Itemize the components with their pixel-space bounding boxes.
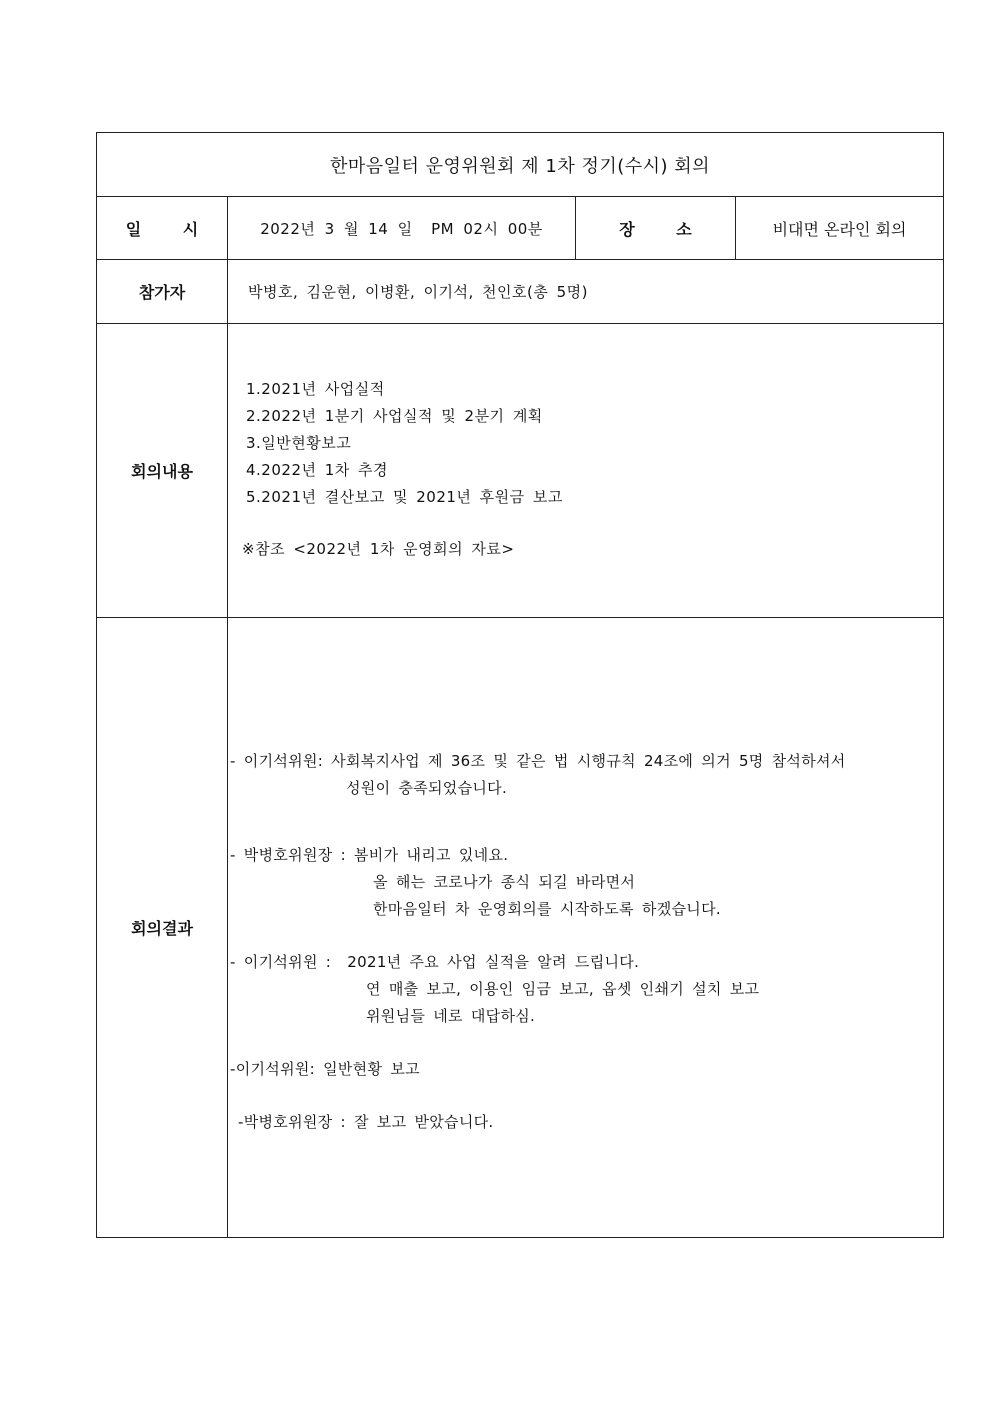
agenda-item: 4.2022년 1차 추경 bbox=[246, 461, 389, 479]
agenda-reference: ※참조 <2022년 1차 운영회의 자료> bbox=[242, 540, 515, 558]
agenda-label: 회의내용 bbox=[131, 462, 193, 481]
meeting-minutes-form bbox=[96, 132, 944, 1238]
place-value-cell bbox=[736, 197, 943, 259]
attendees-value-cell bbox=[228, 260, 943, 323]
attendees-label: 참가자 bbox=[138, 283, 186, 302]
place-label-cell bbox=[576, 197, 736, 259]
result-line: -이기석위원: 일반현황 보고 bbox=[230, 1060, 420, 1078]
agenda-item: 2.2022년 1분기 사업실적 및 2분기 계획 bbox=[246, 407, 543, 425]
attendees-row bbox=[97, 260, 943, 324]
agenda-list bbox=[246, 376, 563, 511]
result-line: 연 매출 보고, 이용인 임금 보고, 옵셋 인쇄기 설치 보고 bbox=[366, 980, 760, 998]
date-value: 2022년 3 월 14 일 PM 02시 00분 bbox=[260, 219, 543, 238]
date-place-row bbox=[97, 197, 943, 260]
result-line: 성원이 충족되었습니다. bbox=[346, 779, 508, 797]
title-cell bbox=[97, 133, 943, 196]
attendees-value: 박병호, 김운현, 이병환, 이기석, 천인호(총 5명) bbox=[248, 283, 588, 301]
agenda-content-cell bbox=[228, 324, 943, 617]
result-line: - 이기석위원 : 2021년 주요 사업 실적을 알려 드립니다. bbox=[230, 953, 640, 971]
title-row bbox=[97, 133, 943, 197]
date-label: 일 시 bbox=[125, 219, 217, 239]
result-line: -박병호위원장 : 잘 보고 받았습니다. bbox=[238, 1113, 494, 1131]
result-line: - 박병호위원장 : 봄비가 내리고 있네요. bbox=[230, 846, 509, 864]
results-row bbox=[97, 618, 943, 1237]
date-value-cell bbox=[228, 197, 576, 259]
results-content-cell bbox=[228, 618, 943, 1237]
agenda-item: 1.2021년 사업실적 bbox=[246, 380, 385, 398]
agenda-label-cell bbox=[97, 324, 228, 617]
result-line: - 이기석위원: 사회복지사업 제 36조 및 같은 법 시행규칙 24조에 의거 5명 참석하셔서 bbox=[230, 752, 846, 770]
attendees-label-cell bbox=[97, 260, 228, 323]
date-label-cell bbox=[97, 197, 228, 259]
results-label-cell bbox=[97, 618, 228, 1237]
result-line: 올 해는 코로나가 종식 되길 바라면서 bbox=[373, 873, 636, 891]
result-line: 위원님들 네로 대답하심. bbox=[366, 1007, 536, 1025]
page-title: 한마음일터 운영위원회 제 1차 정기(수시) 회의 bbox=[329, 155, 711, 177]
agenda-row bbox=[97, 324, 943, 618]
results-lines bbox=[228, 618, 943, 1237]
agenda-item: 5.2021년 결산보고 및 2021년 후원금 보고 bbox=[246, 488, 563, 506]
place-value: 비대면 온라인 회의 bbox=[772, 219, 907, 239]
result-line: 한마음일터 차 운영회의를 시작하도록 하겠습니다. bbox=[373, 900, 721, 918]
results-label: 회의결과 bbox=[131, 919, 193, 938]
agenda-item: 3.일반현황보고 bbox=[246, 434, 352, 452]
place-label: 장 소 bbox=[619, 219, 710, 239]
